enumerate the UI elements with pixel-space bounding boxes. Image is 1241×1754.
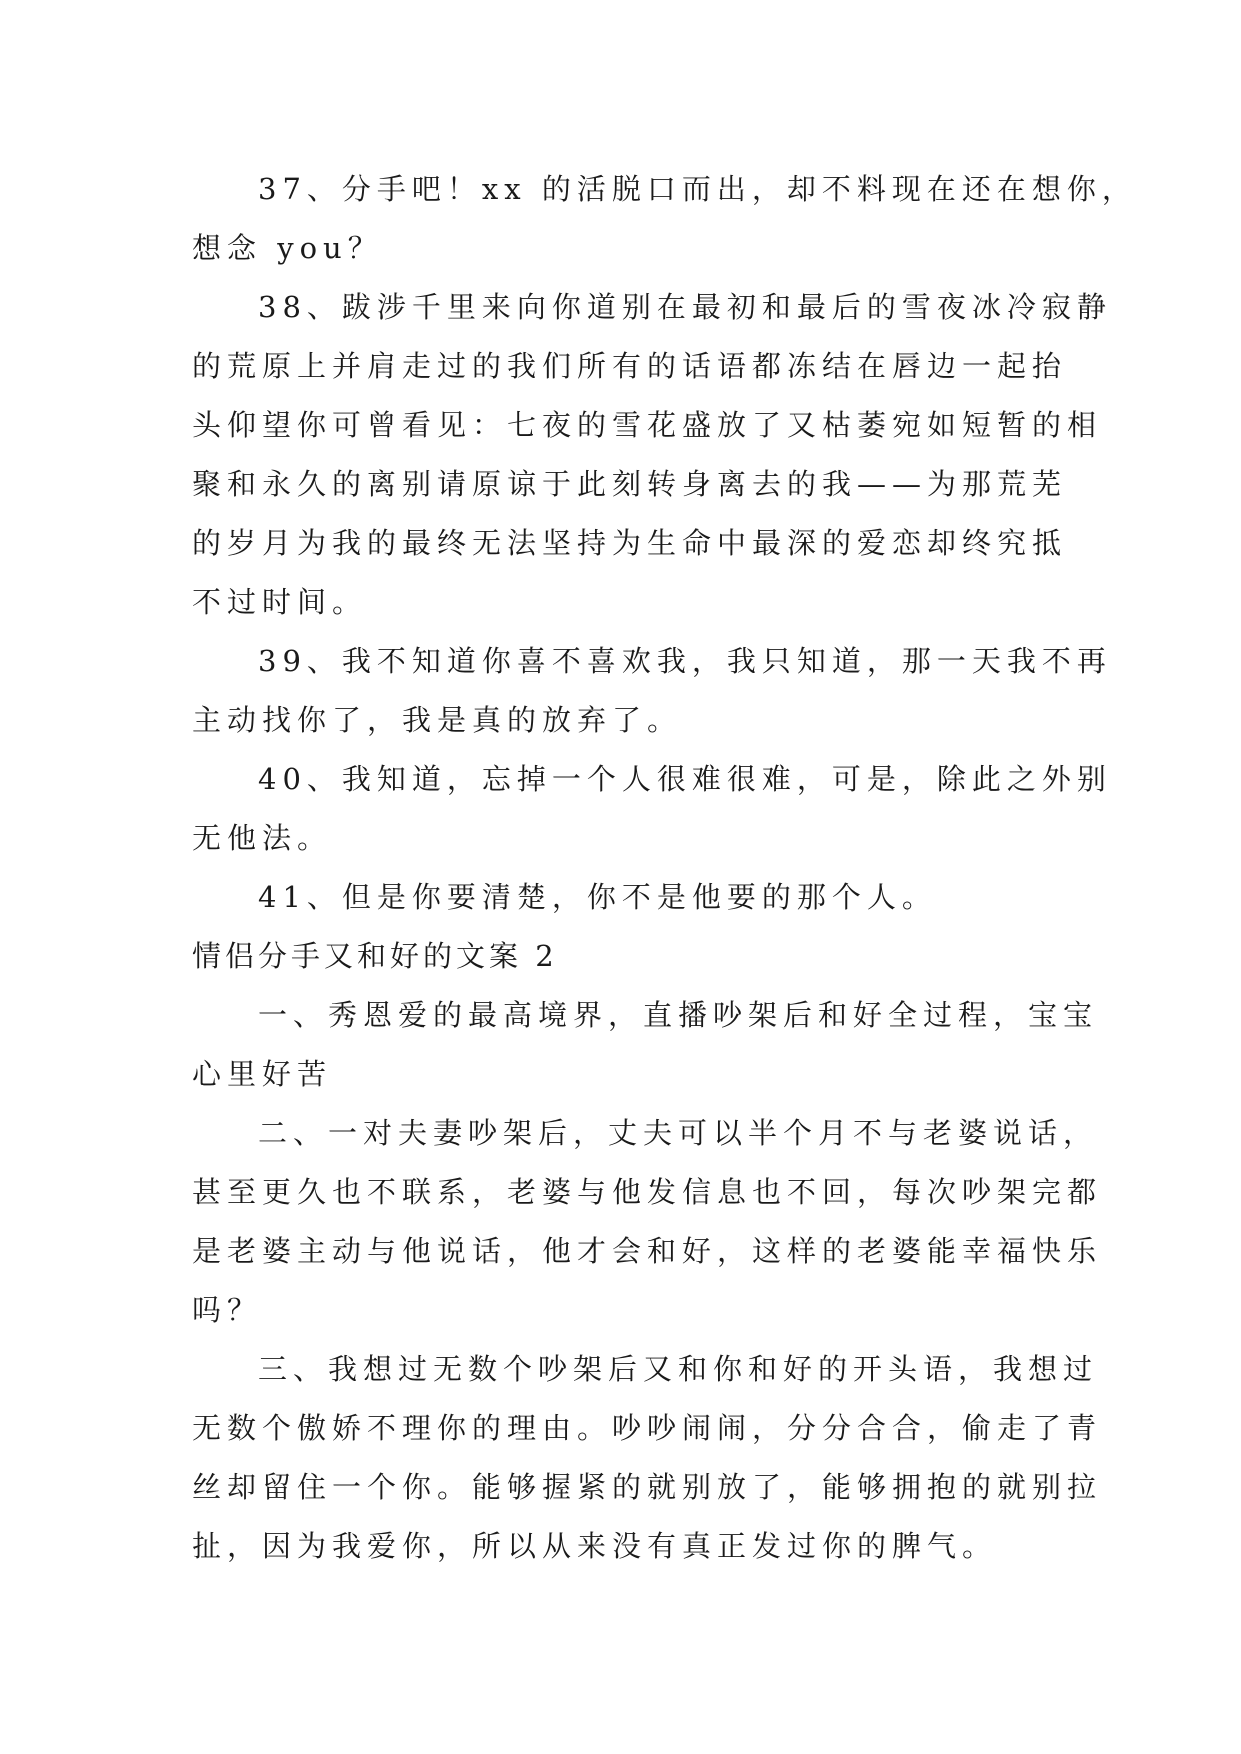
paragraph-38 bbox=[192, 278, 1112, 632]
paragraph-line: 丝却留住一个你。能够握紧的就别放了，能够拥抱的就别拉 bbox=[192, 1470, 1103, 1504]
paragraph-line: 甚至更久也不联系，老婆与他发信息也不回，每次吵架完都 bbox=[192, 1175, 1103, 1209]
paragraph-line: 无他法。 bbox=[192, 821, 333, 855]
paragraph-line: 一、秀恩爱的最高境界，直播吵架后和好全过程，宝宝 bbox=[258, 998, 1099, 1032]
paragraph-41 bbox=[192, 868, 1077, 927]
paragraph-line: 主动找你了，我是真的放弃了。 bbox=[192, 703, 683, 737]
paragraph-line: 39、我不知道你喜不喜欢我，我只知道，那一天我不再 bbox=[258, 644, 1112, 678]
paragraph-line: 38、跋涉千里来向你道别在最初和最后的雪夜冰冷寂静 bbox=[258, 290, 1112, 324]
paragraph-line: 40、我知道，忘掉一个人很难很难，可是，除此之外别 bbox=[258, 762, 1112, 796]
section-heading: 情侣分手又和好的文案 2 bbox=[192, 939, 558, 973]
paragraph-37 bbox=[192, 160, 1137, 278]
paragraph-39 bbox=[192, 632, 1112, 750]
paragraph-line: 无数个傲娇不理你的理由。吵吵闹闹，分分合合，偷走了青 bbox=[192, 1411, 1103, 1445]
paragraph-line: 37、分手吧！xx 的活脱口而出，却不料现在还在想你， bbox=[258, 172, 1137, 206]
paragraph-line: 三、我想过无数个吵架后又和你和好的开头语，我想过 bbox=[258, 1352, 1099, 1386]
document-page bbox=[192, 160, 1137, 1576]
section-paragraph-2 bbox=[192, 1104, 1103, 1340]
paragraph-line: 是老婆主动与他说话，他才会和好，这样的老婆能幸福快乐 bbox=[192, 1234, 1103, 1268]
paragraph-40 bbox=[192, 750, 1112, 868]
paragraph-line: 二、一对夫妻吵架后，丈夫可以半个月不与老婆说话， bbox=[258, 1116, 1099, 1150]
paragraph-line: 扯，因为我爱你，所以从来没有真正发过你的脾气。 bbox=[192, 1529, 998, 1563]
section-paragraph-3 bbox=[192, 1340, 1103, 1576]
paragraph-line: 心里好苦 bbox=[192, 1057, 333, 1091]
paragraph-line: 吗？ bbox=[192, 1293, 263, 1327]
paragraph-line: 不过时间。 bbox=[192, 585, 368, 619]
paragraph-line: 的岁月为我的最终无法坚持为生命中最深的爱恋却终究抵 bbox=[192, 526, 1068, 560]
paragraph-line: 41、但是你要清楚，你不是他要的那个人。 bbox=[258, 880, 937, 914]
paragraph-line: 聚和永久的离别请原谅于此刻转身离去的我——为那荒芜 bbox=[192, 467, 1068, 501]
paragraph-line: 头仰望你可曾看见：七夜的雪花盛放了又枯萎宛如短暂的相 bbox=[192, 408, 1103, 442]
paragraph-line: 想念 you？ bbox=[192, 231, 383, 265]
section-paragraph-1 bbox=[192, 986, 1099, 1104]
paragraph-line: 的荒原上并肩走过的我们所有的话语都冻结在唇边一起抬 bbox=[192, 349, 1068, 383]
